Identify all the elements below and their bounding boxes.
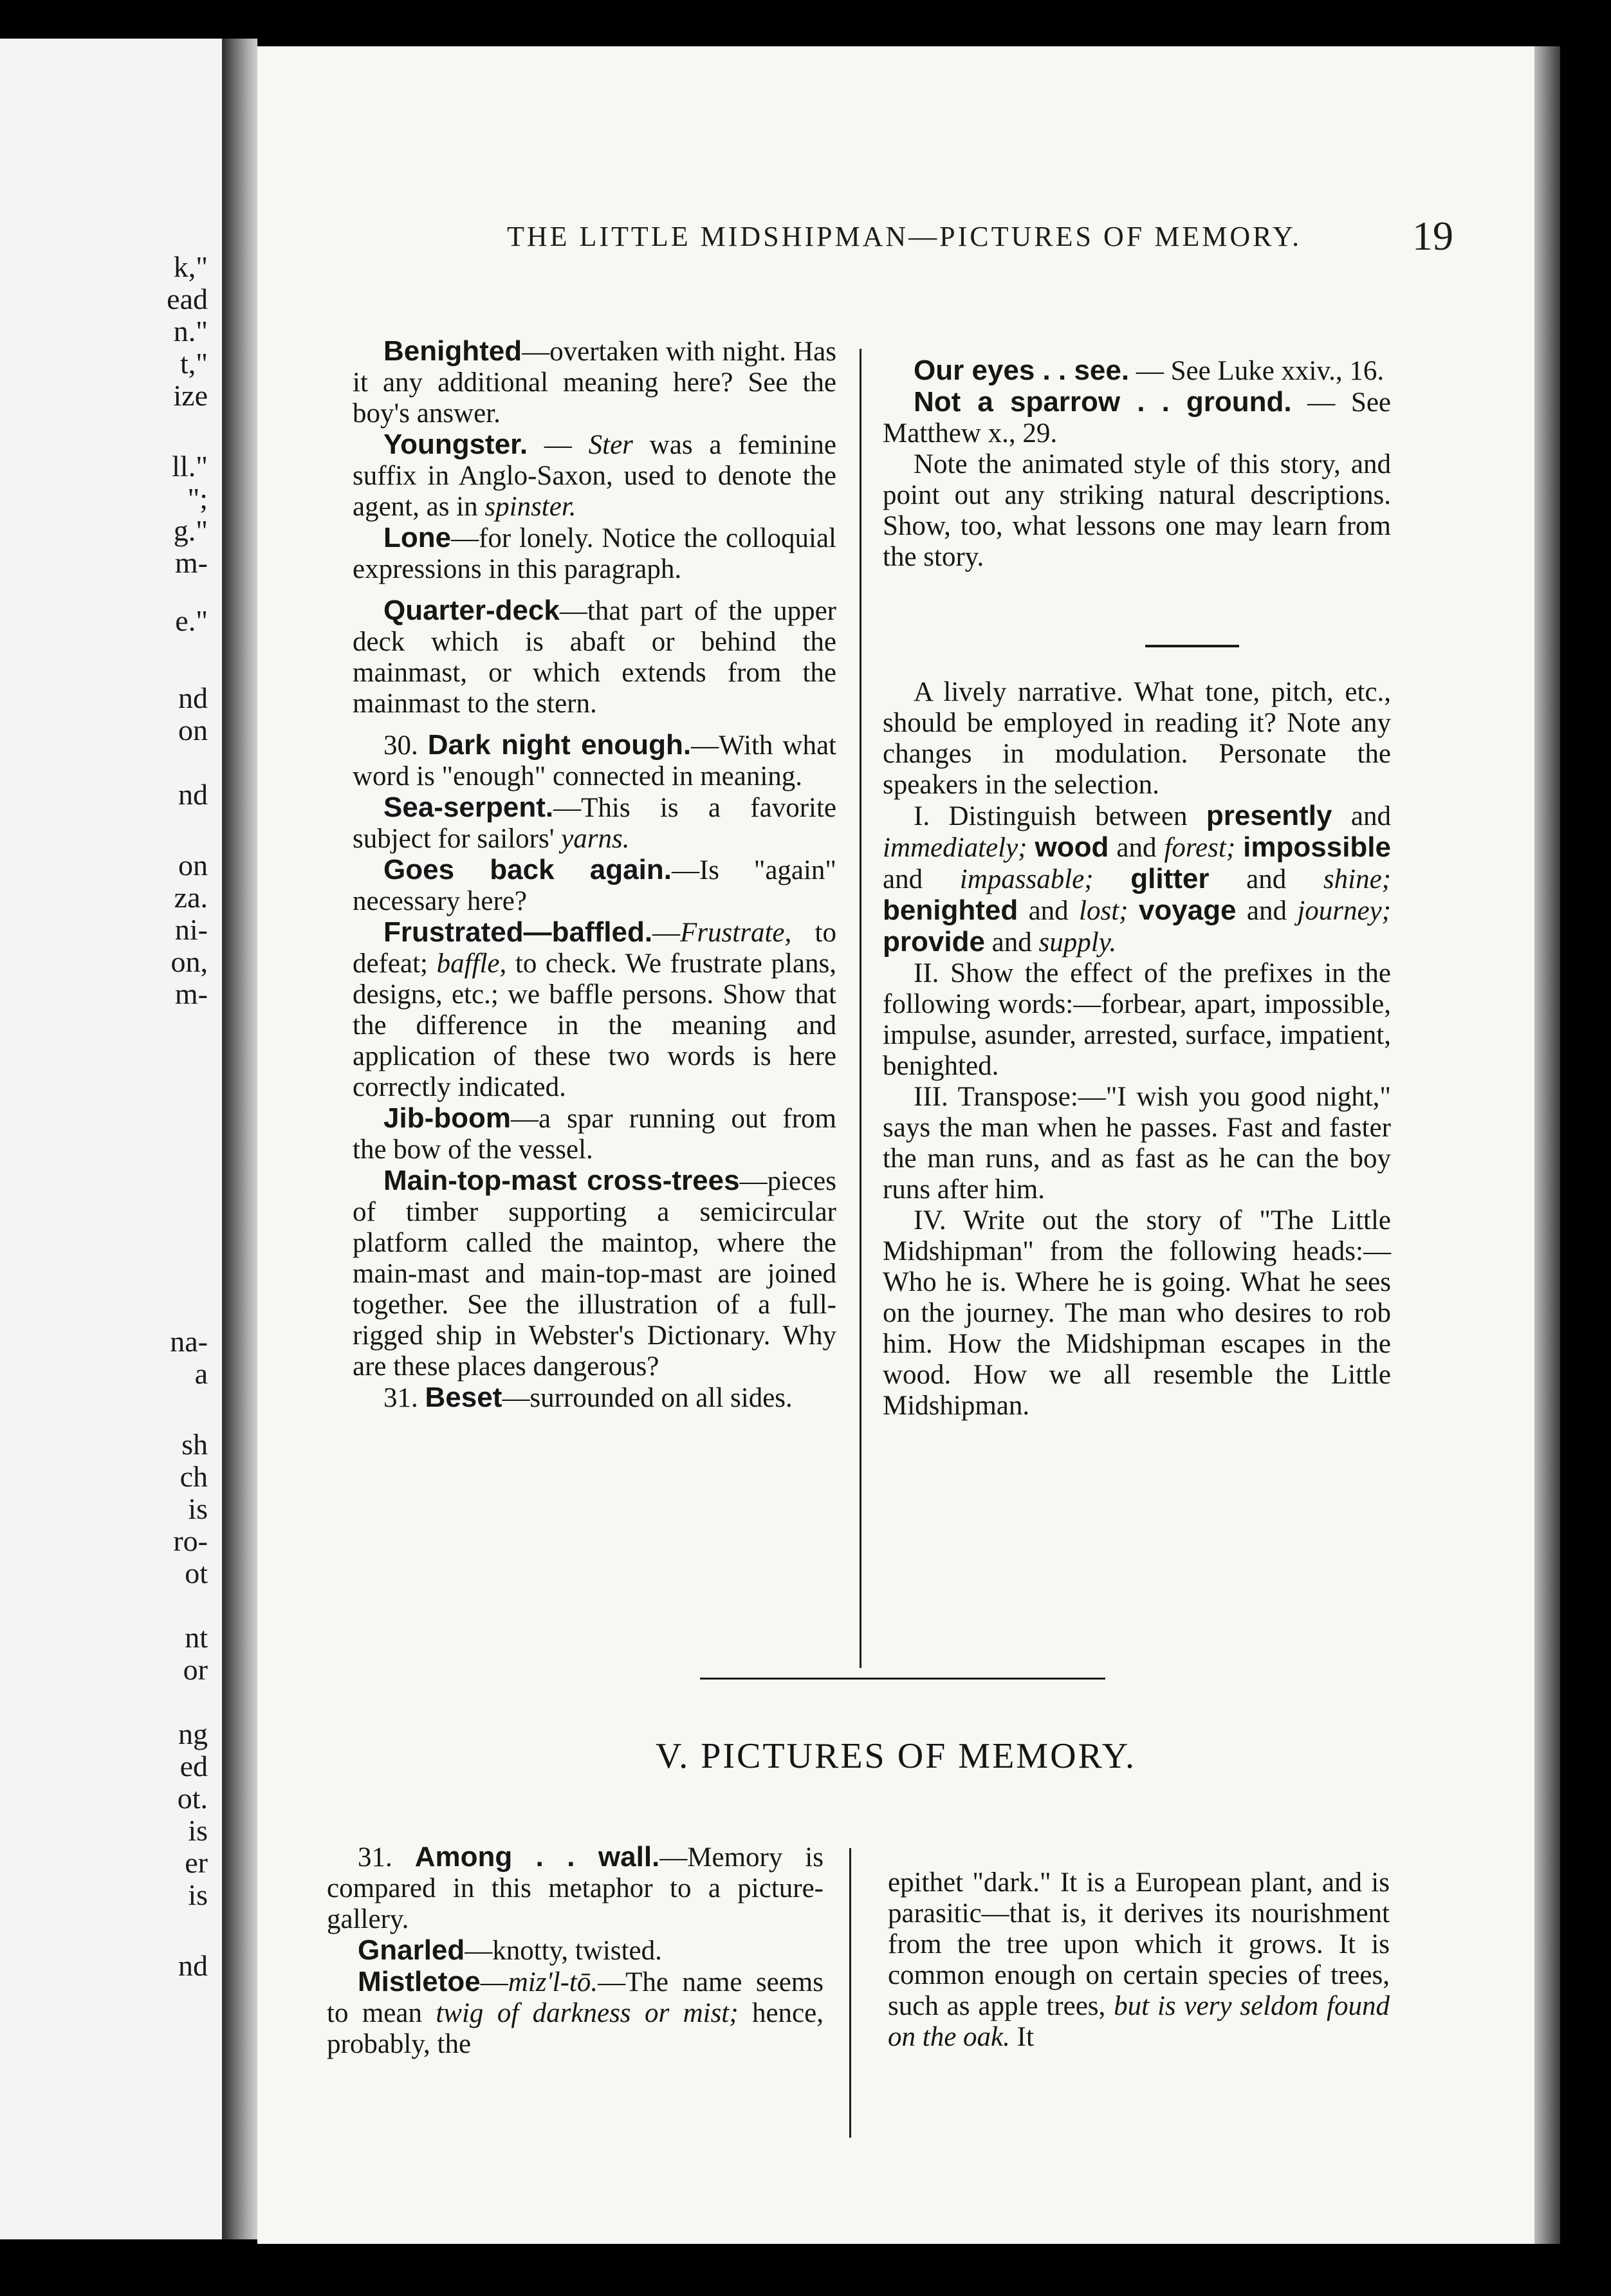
notes-column-right <box>883 355 1391 573</box>
facing-page-fragment: on <box>178 849 208 882</box>
page-edge-shadow <box>1534 46 1560 2244</box>
facing-page-fragment: ize <box>173 379 208 412</box>
headword: Not a sparrow . . ground. <box>914 386 1292 418</box>
facing-page-fragment: za. <box>174 881 208 914</box>
book-gutter <box>222 39 257 2239</box>
facing-page-fragment: a <box>194 1357 208 1390</box>
facing-page-fragment: ni- <box>174 913 208 946</box>
headword: Main-top-mast cross-trees <box>383 1165 740 1196</box>
facing-page-fragment: or <box>183 1653 208 1686</box>
note-sparrow: Not a sparrow . . ground. — See Matthew x., 29. <box>883 386 1392 449</box>
section-rule-short <box>1145 645 1239 647</box>
facing-page-fragment: ot. <box>177 1782 208 1815</box>
note-among-wall: 31. Among . . wall.—Memory is compared in this metaphor to a picture-gallery. <box>327 1841 824 1934</box>
facing-page-fragment: nt <box>185 1621 208 1654</box>
headword: Sea-serpent. <box>383 792 554 823</box>
facing-page-fragment: ch <box>180 1460 208 1493</box>
facing-page-fragment: e." <box>175 604 208 637</box>
note-benighted: Benighted—overtaken with night. Has it any additional meaning here? See the boy's answer. <box>353 335 836 429</box>
facing-page-fragment: nd <box>178 1949 208 1982</box>
note-goes-back: Goes back again.—Is "again" necessary here? <box>353 854 836 916</box>
facing-page-fragment: ead <box>167 282 208 315</box>
headword: Beset <box>425 1382 502 1413</box>
facing-page-fragment: t," <box>180 347 208 380</box>
exercise-4: IV. Write out the story of "The Little Midshipman" from the following heads:—Who he is. Where he is going. What he sees on the journey. The man who desires to rob him. How the Midshipman escapes in the wood. How we all resemble the Little Midshipman. <box>883 1205 1391 1421</box>
lively-narrative: A lively narrative. What tone, pitch, etc., should be employed in reading it? Note any changes in modulation. Personate the speakers in the selection. <box>883 677 1391 800</box>
facing-page-fragment: m- <box>174 977 208 1010</box>
section-rule-long <box>700 1678 1105 1680</box>
facing-page-fragment: m- <box>174 546 208 579</box>
note-mistletoe: Mistletoe—miz'l-tō.—The name seems to mean twig of darkness or mist; hence, probably, the <box>327 1966 824 2059</box>
facing-page-fragment: na- <box>170 1325 208 1358</box>
notes-bottom-right <box>888 1867 1390 2053</box>
facing-page-fragment: ng <box>178 1717 208 1750</box>
facing-page-fragment: sh <box>181 1428 208 1461</box>
exercises-column <box>883 677 1391 1421</box>
note-main-top-mast: Main-top-mast cross-trees—pieces of timber supporting a semicircular platform called the maintop, where the main-mast and main-top-mast are joined together. See the illustration of a full-rigged ship in Webster's Dictionary. Why are these places dangerous? <box>353 1165 836 1382</box>
facing-page-fragment: g." <box>173 514 208 547</box>
note-dark-night: 30. Dark night enough.—With what word is "enough" connected in meaning. <box>353 729 837 792</box>
section-title: V. PICTURES OF MEMORY. <box>655 1736 1137 1776</box>
note-our-eyes: Our eyes . . see. — See Luke xxiv., 16. <box>914 355 1385 386</box>
headword: Youngster. <box>383 429 528 460</box>
headword: Frustrated—baffled. <box>383 916 653 948</box>
notes-bottom-left <box>327 1842 824 2060</box>
headword: Lone <box>383 522 452 553</box>
facing-page-fragment: "; <box>187 482 208 515</box>
facing-page-fragment: er <box>185 1846 208 1879</box>
running-head: THE LITTLE MIDSHIPMAN—PICTURES OF MEMORY. <box>507 221 1302 252</box>
headword: Mistletoe <box>358 1966 481 1997</box>
exercise-1: I. Distinguish between presently and immediately; wood and forest; impossible and impassable; glitter and shine; benighted and lost; voyage and journey; provide and supply. <box>883 800 1391 958</box>
book-page <box>257 46 1534 2244</box>
note-jib-boom: Jib-boom—a spar running out from the bow of the vessel. <box>353 1102 836 1165</box>
column-divider <box>860 349 861 1668</box>
facing-page-fragment: on, <box>170 945 208 978</box>
facing-page-fragment: ro- <box>173 1524 208 1557</box>
note-lone: Lone—for lonely. Notice the colloquial expressions in this paragraph. <box>353 522 836 584</box>
facing-page-edge <box>0 39 222 2239</box>
facing-page-fragment: nd <box>178 778 208 811</box>
headword: Gnarled <box>358 1934 465 1966</box>
note-quarter-deck: Quarter-deck—that part of the upper deck which is abaft or behind the mainmast, or which extends from the mainmast to the stern. <box>353 595 836 719</box>
facing-page-fragment: is <box>188 1814 208 1847</box>
note-youngster: Youngster. — Ster was a feminine suffix in Anglo-Saxon, used to denote the agent, as in spinster. <box>353 429 836 522</box>
facing-page-fragment: is <box>188 1492 208 1525</box>
facing-page-fragment: ot <box>185 1557 208 1589</box>
facing-page-fragment: n." <box>173 315 208 347</box>
notes-column-left <box>353 336 836 1414</box>
note-gnarled: Gnarled—knotty, twisted. <box>358 1934 662 1966</box>
page-number: 19 <box>1412 213 1453 259</box>
headword: Quarter-deck <box>383 595 560 626</box>
headword: Jib-boom <box>383 1102 511 1134</box>
note-beset: 31. Beset—surrounded on all sides. <box>383 1382 793 1413</box>
headword: Our eyes . . see. <box>914 355 1130 386</box>
note-sea-serpent: Sea-serpent.—This is a favorite subject for sailors' yarns. <box>353 792 836 854</box>
note-animated-style: Note the animated style of this story, and point out any striking natural descriptions. Show, too, what lessons one may learn from the story. <box>883 449 1391 572</box>
facing-page-fragment: ed <box>180 1750 208 1782</box>
mistletoe-continued: epithet "dark." It is a European plant, and is parasitic—that is, it derives its nourishment from the tree upon which it grows. It is common enough on certain species of trees, such as apple trees, but is very seldom found on the oak. It <box>888 1867 1390 2052</box>
headword: Among . . wall. <box>414 1841 660 1873</box>
headword: Dark night enough. <box>427 729 692 761</box>
column-divider-bottom <box>849 1848 851 2138</box>
facing-page-fragment: k," <box>173 250 208 283</box>
facing-page-fragment: ll." <box>172 450 208 483</box>
note-frustrated: Frustrated—baffled.—Frustrate, to defeat; baffle, to check. We frustrate plans, designs, etc.; we baffle persons. Show that the difference in the meaning and application of these two words is here correctly indicated. <box>353 916 836 1102</box>
facing-page-fragment: is <box>188 1878 208 1911</box>
headword: Goes back again. <box>383 854 672 885</box>
exercise-3: III. Transpose:—"I wish you good night," says the man when he passes. Fast and faster the man runs, and as fast as he can the boy runs after him. <box>883 1082 1391 1205</box>
facing-page-fragment: nd <box>178 681 208 714</box>
headword: Benighted <box>383 335 522 367</box>
facing-page-fragment: on <box>178 714 208 746</box>
exercise-2: II. Show the effect of the prefixes in the following words:—forbear, apart, impossible, impulse, asunder, arrested, surface, impatient, benighted. <box>883 958 1391 1081</box>
